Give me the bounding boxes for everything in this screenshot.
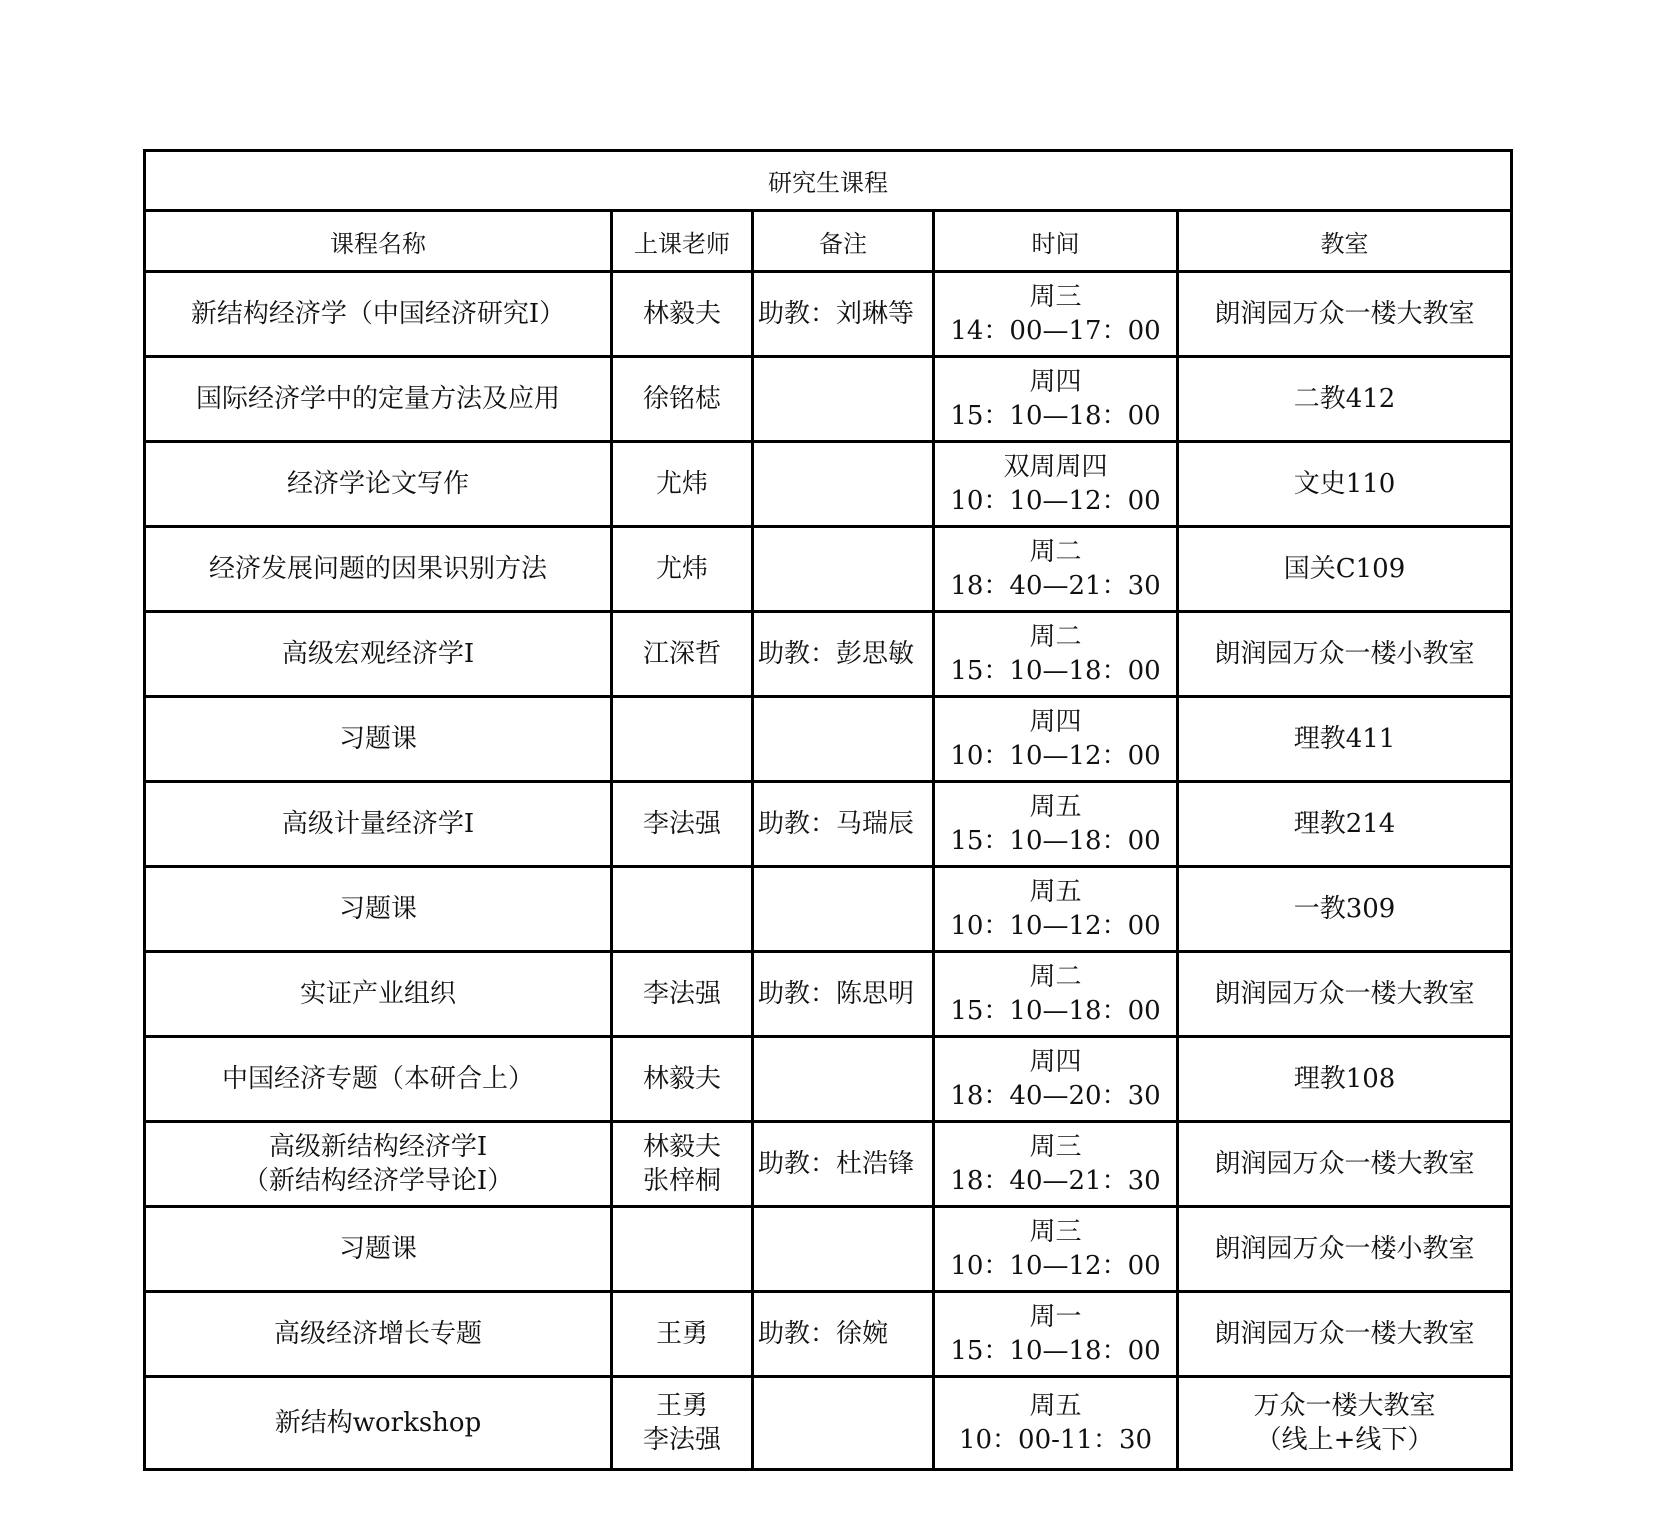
course-name-cell-line: 高级宏观经济学I [281, 639, 475, 669]
teacher-cell-line: 江深哲 [642, 639, 721, 669]
classroom-cell [1178, 1377, 1512, 1470]
teacher-cell-line: 张梓桐 [642, 1166, 721, 1196]
time-cell [934, 952, 1178, 1037]
course-schedule-sheet [143, 149, 1510, 1471]
table-row [145, 697, 1512, 782]
table-row [145, 782, 1512, 867]
table-row [145, 1207, 1512, 1292]
table-title: 研究生课程 [145, 151, 1512, 211]
teacher-cell [612, 1377, 753, 1470]
time-cell-line: 15：10—18：00 [950, 401, 1161, 431]
classroom-cell-line: 朗润园万众一楼大教室 [1214, 299, 1475, 329]
teacher-cell-line: 尤炜 [655, 469, 708, 499]
teacher-cell [612, 697, 753, 782]
teacher-cell [612, 442, 753, 527]
classroom-cell-line: 理教108 [1293, 1064, 1396, 1094]
classroom-cell [1178, 1292, 1512, 1377]
time-cell-line: 周五 [1029, 877, 1082, 907]
note-cell [753, 1037, 934, 1122]
table-row [145, 867, 1512, 952]
classroom-cell [1178, 527, 1512, 612]
course-name-cell [145, 1037, 612, 1122]
course-name-cell [145, 697, 612, 782]
time-cell-line: 周五 [1029, 792, 1082, 822]
course-name-cell [145, 1122, 612, 1207]
time-cell [934, 697, 1178, 782]
teacher-cell-line: 李法强 [642, 979, 721, 1009]
time-cell-line: 18：40—20：30 [950, 1081, 1161, 1111]
time-cell-line: 10：00-11：30 [958, 1425, 1153, 1455]
time-cell-line: 周四 [1029, 367, 1082, 397]
classroom-cell [1178, 697, 1512, 782]
teacher-cell-line: 林毅夫 [642, 1132, 721, 1162]
course-name-cell [145, 357, 612, 442]
time-cell [934, 867, 1178, 952]
course-name-cell-line: 高级计量经济学I [281, 809, 475, 839]
teacher-cell-line: 徐铭梽 [642, 384, 721, 414]
time-cell [934, 612, 1178, 697]
time-cell-line: 双周周四 [1003, 452, 1108, 482]
classroom-cell-line: 万众一楼大教室 [1253, 1391, 1436, 1421]
time-cell [934, 1292, 1178, 1377]
note-cell [753, 1207, 934, 1292]
teacher-cell [612, 782, 753, 867]
teacher-cell [612, 272, 753, 357]
classroom-cell-line: 文史110 [1293, 469, 1396, 499]
table-row [145, 357, 1512, 442]
table-row [145, 527, 1512, 612]
course-name-cell [145, 782, 612, 867]
classroom-cell [1178, 272, 1512, 357]
course-name-cell [145, 527, 612, 612]
classroom-cell-line: 朗润园万众一楼大教室 [1214, 1319, 1475, 1349]
course-name-cell-line: 新结构workshop [274, 1408, 482, 1438]
time-cell [934, 782, 1178, 867]
time-cell-line: 15：10—18：00 [950, 656, 1161, 686]
classroom-cell [1178, 1122, 1512, 1207]
time-cell-line: 周三 [1029, 1217, 1082, 1247]
course-name-cell [145, 1207, 612, 1292]
course-name-cell-line: 习题课 [338, 894, 417, 924]
header-classroom: 教室 [1178, 211, 1512, 272]
time-cell [934, 1037, 1178, 1122]
course-name-cell [145, 272, 612, 357]
note-cell [753, 357, 934, 442]
course-name-cell [145, 952, 612, 1037]
course-rows [145, 272, 1512, 1470]
teacher-cell-line: 李法强 [642, 1425, 721, 1455]
classroom-cell-line: 国关C109 [1283, 554, 1406, 584]
course-name-cell-line: 高级经济增长专题 [273, 1319, 482, 1349]
course-name-cell-line: 高级新结构经济学I [268, 1132, 488, 1162]
course-name-cell-line: （新结构经济学导论I） [242, 1166, 514, 1196]
time-cell-line: 周二 [1029, 962, 1082, 992]
teacher-cell [612, 357, 753, 442]
teacher-cell-line: 王勇 [655, 1319, 708, 1349]
time-cell-line: 周二 [1029, 537, 1082, 567]
time-cell-line: 10：10—12：00 [950, 911, 1161, 941]
table-row [145, 1122, 1512, 1207]
table-row [145, 952, 1512, 1037]
classroom-cell-line: 二教412 [1293, 384, 1396, 414]
course-name-cell-line: 习题课 [338, 724, 417, 754]
teacher-cell [612, 867, 753, 952]
table-row [145, 272, 1512, 357]
table-row [145, 612, 1512, 697]
course-name-cell-line: 中国经济专题（本研合上） [221, 1064, 534, 1094]
time-cell-line: 14：00—17：00 [950, 316, 1161, 346]
course-name-cell-line: 习题课 [338, 1234, 417, 1264]
classroom-cell-line: 理教214 [1293, 809, 1396, 839]
course-name-cell-line: 国际经济学中的定量方法及应用 [195, 384, 560, 414]
teacher-cell [612, 1122, 753, 1207]
note-cell [753, 442, 934, 527]
time-cell [934, 1377, 1178, 1470]
course-name-cell [145, 442, 612, 527]
classroom-cell [1178, 867, 1512, 952]
course-name-cell-line: 经济学论文写作 [286, 469, 469, 499]
time-cell-line: 10：10—12：00 [950, 486, 1161, 516]
time-cell-line: 周三 [1029, 282, 1082, 312]
time-cell-line: 15：10—18：00 [950, 1336, 1161, 1366]
note-cell [753, 527, 934, 612]
time-cell-line: 15：10—18：00 [950, 826, 1161, 856]
note-cell: 助教：徐婉 [753, 1292, 934, 1377]
classroom-cell-line: 理教411 [1293, 724, 1396, 754]
teacher-cell-line: 李法强 [642, 809, 721, 839]
course-name-cell [145, 1292, 612, 1377]
time-cell [934, 442, 1178, 527]
classroom-cell-line: 朗润园万众一楼大教室 [1214, 1149, 1475, 1179]
time-cell-line: 周二 [1029, 622, 1082, 652]
header-time: 时间 [934, 211, 1178, 272]
time-cell [934, 1207, 1178, 1292]
table-row [145, 442, 1512, 527]
table-row [145, 1377, 1512, 1470]
course-name-cell [145, 612, 612, 697]
course-name-cell-line: 新结构经济学（中国经济研究I） [190, 299, 566, 329]
time-cell [934, 1122, 1178, 1207]
teacher-cell [612, 1207, 753, 1292]
time-cell [934, 357, 1178, 442]
note-cell [753, 867, 934, 952]
header-teacher: 上课老师 [612, 211, 753, 272]
time-cell-line: 周五 [1029, 1391, 1082, 1421]
classroom-cell [1178, 442, 1512, 527]
classroom-cell [1178, 1207, 1512, 1292]
graduate-course-table [143, 149, 1513, 1471]
course-name-cell [145, 1377, 612, 1470]
note-cell: 助教：彭思敏 [753, 612, 934, 697]
classroom-cell [1178, 1037, 1512, 1122]
header-note: 备注 [753, 211, 934, 272]
teacher-cell [612, 527, 753, 612]
teacher-cell-line: 林毅夫 [642, 299, 721, 329]
time-cell-line: 18：40—21：30 [950, 1166, 1161, 1196]
note-cell: 助教：刘琳等 [753, 272, 934, 357]
note-cell [753, 1377, 934, 1470]
time-cell-line: 周一 [1029, 1302, 1082, 1332]
note-cell: 助教：杜浩锋 [753, 1122, 934, 1207]
teacher-cell-line: 尤炜 [655, 554, 708, 584]
classroom-cell [1178, 952, 1512, 1037]
header-course-name: 课程名称 [145, 211, 612, 272]
classroom-cell [1178, 357, 1512, 442]
classroom-cell-line: 朗润园万众一楼小教室 [1214, 1234, 1475, 1264]
time-cell [934, 272, 1178, 357]
teacher-cell [612, 1292, 753, 1377]
time-cell [934, 527, 1178, 612]
note-cell: 助教：陈思明 [753, 952, 934, 1037]
time-cell-line: 18：40—21：30 [950, 571, 1161, 601]
course-name-cell-line: 经济发展问题的因果识别方法 [208, 554, 547, 584]
time-cell-line: 15：10—18：00 [950, 996, 1161, 1026]
classroom-cell-line: 朗润园万众一楼小教室 [1214, 639, 1475, 669]
teacher-cell [612, 1037, 753, 1122]
teacher-cell [612, 952, 753, 1037]
time-cell-line: 10：10—12：00 [950, 1251, 1161, 1281]
teacher-cell-line: 王勇 [655, 1391, 708, 1421]
table-row [145, 1037, 1512, 1122]
teacher-cell [612, 612, 753, 697]
teacher-cell-line: 林毅夫 [642, 1064, 721, 1094]
note-cell: 助教：马瑞辰 [753, 782, 934, 867]
course-name-cell-line: 实证产业组织 [299, 979, 456, 1009]
classroom-cell [1178, 612, 1512, 697]
note-cell [753, 697, 934, 782]
time-cell-line: 周四 [1029, 1047, 1082, 1077]
time-cell-line: 周三 [1029, 1132, 1082, 1162]
classroom-cell-line: （线上+线下） [1255, 1425, 1434, 1455]
table-row [145, 1292, 1512, 1377]
course-name-cell [145, 867, 612, 952]
classroom-cell [1178, 782, 1512, 867]
classroom-cell-line: 朗润园万众一楼大教室 [1214, 979, 1475, 1009]
time-cell-line: 周四 [1029, 707, 1082, 737]
time-cell-line: 10：10—12：00 [950, 741, 1161, 771]
classroom-cell-line: 一教309 [1293, 894, 1396, 924]
